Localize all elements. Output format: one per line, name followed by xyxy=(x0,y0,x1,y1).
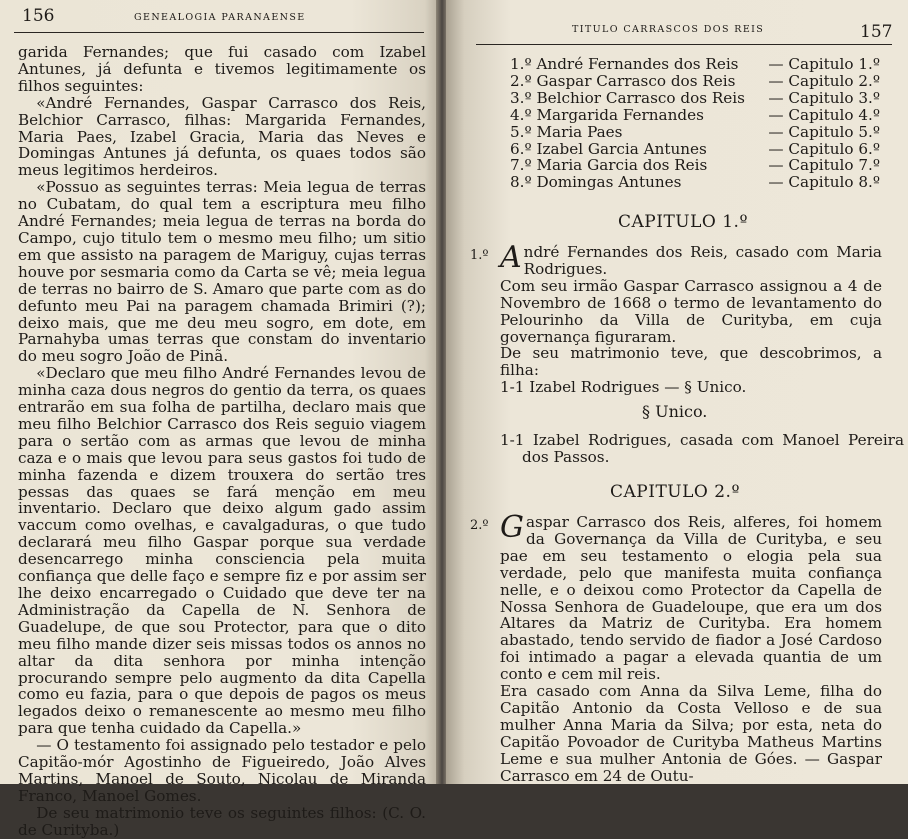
paragraph: Era casado com Anna da Silva Leme, filha do Capitão Antonio da Costa Velloso e de sua mulher Anna Maria da Silva; por esta, neta do Capitão Povoador de Curityba Matheus Martins Leme e sua mulher Antonia de Góes. — Gaspar Carrasco em 24 de Outu- xyxy=(500,682,882,785)
left-page-body xyxy=(18,44,426,839)
list-item: 3.º Belchior Carrasco dos Reis — Capitulo 3.º xyxy=(510,88,880,107)
paragraph: 1-1 Izabel Rodrigues — § Unico. xyxy=(500,378,747,397)
paragraph: garida Fernandes; que fui casado com Izabel Antunes, já defunta e tivemos legitimamente os filhos seguintes: xyxy=(18,43,426,95)
header-rule-left xyxy=(14,32,424,33)
list-item: 8.º Domingas Antunes — Capitulo 8.º xyxy=(510,173,880,192)
paragraph: «Possuo as seguintes terras: Meia legua de terras no Cubatam, do qual tem a escriptura meu filho André Fernandes; meia legua de terras na borda do Campo, cujo titulo tem o mesmo meu filho; um sitio em que assisto na paragem de Mariguy, cujas terras houve por sesmaria como da Carta se vê; meia legua de terras no bairro de S. Amaro que parte com as do defunto meu Pai na paragem chamada Brimiri (?); deixo mais, que me deu meu sogro, em dote, em Parnahyba umas terras que constam do inventario do meu sogro João de Pinã. xyxy=(18,178,426,366)
chapter-1-title: CAPITULO 1.º xyxy=(618,212,748,232)
page-number-left: 156 xyxy=(22,6,55,26)
right-page xyxy=(446,0,908,784)
list-item: 1.º André Fernandes dos Reis — Capitulo 1.º xyxy=(510,55,880,73)
header-rule-right xyxy=(476,44,892,45)
list-item: 6.º Izabel Garcia Antunes — Capitulo 6.º xyxy=(510,139,880,158)
chapter-2-title: CAPITULO 2.º xyxy=(610,482,740,502)
section-unico-title: § Unico. xyxy=(642,402,708,421)
paragraph: «Declaro que meu filho André Fernandes levou de minha caza dous negros do gentio da terra, os quaes entrarão em sua folha de partilha, declaro mais que meu filho Belchior Carrasco dos Reis seguio viagem para o sertão com as armas que levou de minha caza e o mais que levou para seus gastos foi tudo de minha fazenda e dizem trouxera do sertão tres pessas das quaes se fará menção em meu inventario. Declaro que deixo algum gado assim vaccum como ovelhas, e cavalgaduras, o que tudo declarará meu filho Gaspar porque sua verdade desencarrego minha consciencia pela muita confiança que delle faço e sempre fiz e por assim ser lhe deixo encarregado o Cuidado que deve ter na Administração da Capella de N. Senhora de Guadelupe, de que sou Protector, para que o dito meu filho mande dizer seis missas todos os annos no altar da dita senhora por minha intenção procurando sempre pelo augmento da dita Capella como eu fazia, para o que depois de pagos os meus legados deixo o remanescente ao mesmo meu filho para que tenha cuidado da Capella.» xyxy=(18,364,426,738)
section-unico-text: 1-1 Izabel Rodrigues, casada com Manoel Pereira dos Passos. xyxy=(500,431,904,466)
drop-cap: A xyxy=(500,240,522,275)
paragraph: De seu matrimonio teve, que descobrimos, a filha: xyxy=(500,344,882,380)
paragraph: «André Fernandes, Gaspar Carrasco dos Reis, Belchior Carrasco, filhas: Margarida Fernandes, Maria Paes, Izabel Gracia, Maria das Neves e Domingas Antunes já defunta, os quaes todos são meus legitimos herdeiros. xyxy=(18,93,426,180)
paragraph: Com seu irmão Gaspar Carrasco assignou a 4 de Novembro de 1668 o termo de levantamento do Pelourinho da Villa de Curityba, em cuja governança figuraram. xyxy=(500,276,882,346)
chapter-2-body xyxy=(470,510,882,785)
running-head-left: GENEALOGIA PARANAENSE xyxy=(134,12,306,23)
entry-number: 2.º xyxy=(470,518,489,533)
paragraph: De seu matrimonio teve os seguintes filhos: (C. O. de Curityba.) xyxy=(18,803,426,839)
entry-lead: ndré Fernandes dos Reis, casado com Maria Rodrigues. xyxy=(523,243,882,278)
children-list xyxy=(510,56,880,191)
chapter-1-body xyxy=(470,240,882,397)
entry-number: 1.º xyxy=(470,248,489,263)
list-item: 4.º Margarida Fernandes — Capitulo 4.º xyxy=(510,105,880,124)
paragraph: — O testamento foi assignado pelo testador e pelo Capitão-mór Agostinho de Figueiredo, João Alves Martins, Manoel de Souto, Nicolau de Miranda Franco, Manoel Gomes. xyxy=(18,736,426,805)
entry-lead: aspar Carrasco dos Reis, alferes, foi homem da Governança da Villa de Curityba, e seu pae em seu testamento o elogia pela sua verdade, pelo que manifesta muita confiança nelle, e o deixou como Protector da Capella de Nossa Senhora de Guadeloupe, que era um dos Altares da Matriz de Curityba. Era homem abastado, tendo servido de fiador a José Cardoso foi intimado a pagar a elevada quantia de um conto e cem mil reis. xyxy=(500,513,882,684)
list-item: 7.º Maria Garcia dos Reis — Capitulo 7.º xyxy=(510,156,880,175)
left-page xyxy=(0,0,438,839)
list-item: 2.º Gaspar Carrasco dos Reis — Capitulo 2.º xyxy=(510,71,880,90)
running-head-right: TITULO CARRASCOS DOS REIS xyxy=(572,24,765,35)
drop-cap: G xyxy=(500,510,524,545)
list-item: 5.º Maria Paes — Capitulo 5.º xyxy=(510,122,880,141)
page-number-right: 157 xyxy=(860,22,893,42)
